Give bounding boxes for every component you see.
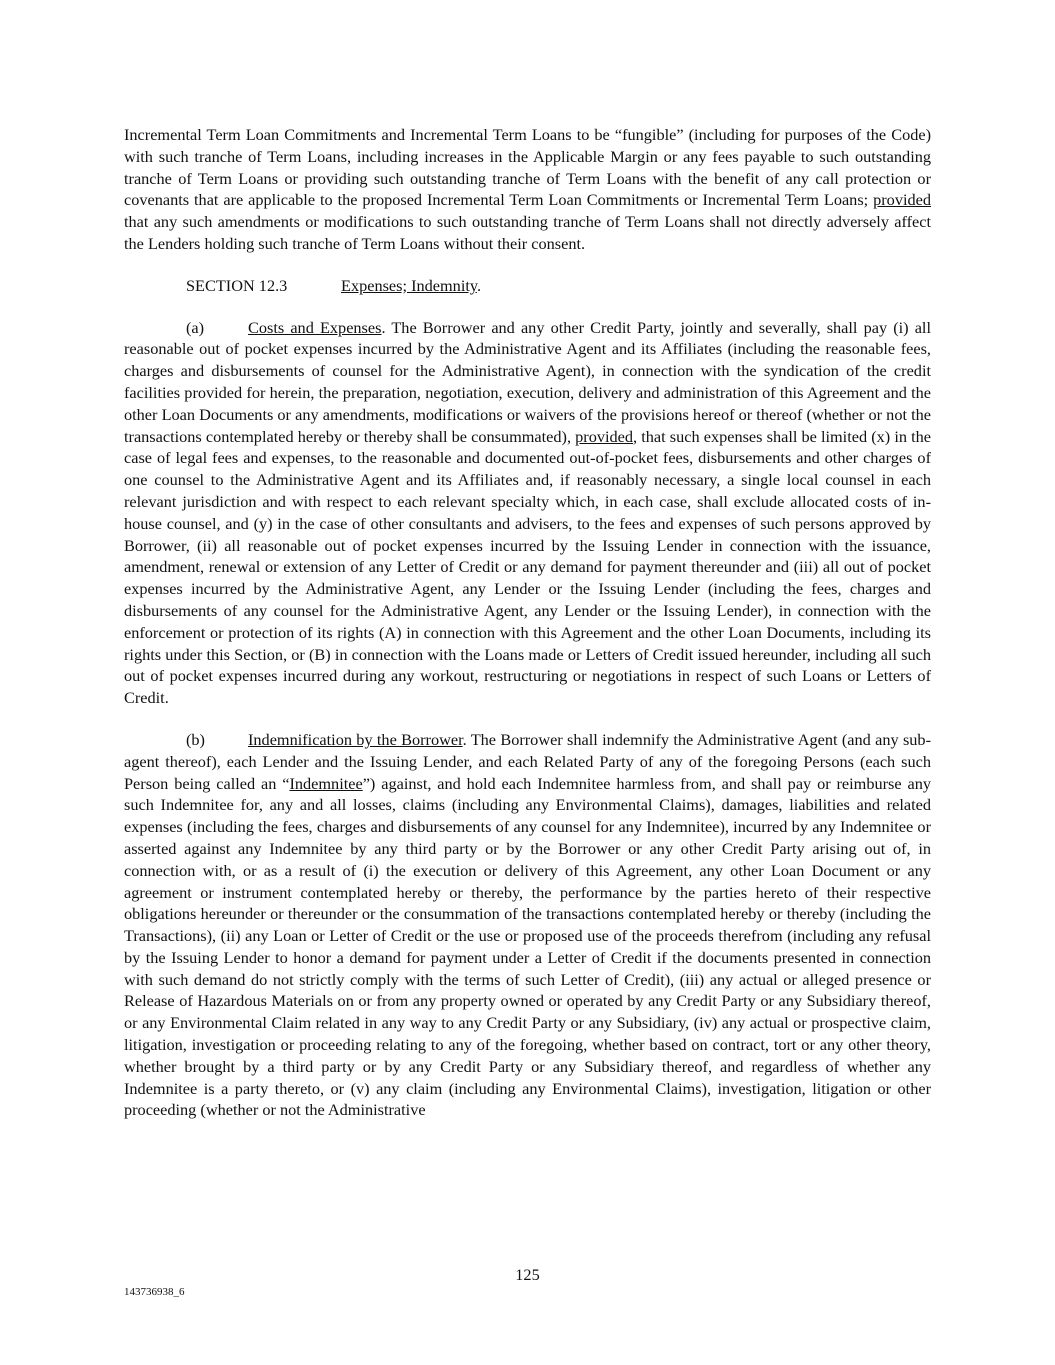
section-number: SECTION 12.3 xyxy=(186,275,288,295)
document-page xyxy=(124,124,931,1141)
paragraph-a-text2: , that such expenses shall be limited (x) in the case of legal fees and expenses, to the reasonable and documented out-of-pocket fees, disbursements and other charges of one counsel to the Administrative Agent and its Affiliates and, if reasonably necessary, a single local counsel in each relevant jurisdiction and with respect to each relevant specialty which, in each case, shall exclude allocated costs of in-house counsel, and (y) in the case of other consultants and advisers, to the fees and expenses of such persons approved by Borrower, (ii) all reasonable out of pocket expenses incurred by the Issuing Lender in connection with the issuance, amendment, renewal or extension of any Letter of Credit or any demand for payment thereunder and (iii) all out of pocket expenses incurred by the Administrative Agent, any Lender or the Issuing Lender (including the fees, charges and disbursements of any counsel for the Administrative Agent, any Lender or the Issuing Lender), in connection with the enforcement or protection of its rights (A) in connection with this Agreement and the other Loan Documents, including its rights under this Section, or (B) in connection with the Loans made or Letters of Credit issued hereunder, including all such out of pocket expenses incurred during any workout, restructuring or negotiations in respect of such Loans or Letters of Credit. xyxy=(124,426,931,708)
paragraph-a-text1: . The Borrower and any other Credit Party, jointly and severally, shall pay (i) all reasonable out of pocket expenses incurred by the Administrative Agent and its Affiliates (including the reasonable fees, charges and disbursements of counsel for the Administrative Agent), in connection with the syndication of the credit facilities provided for herein, the preparation, negotiation, execution, delivery and administration of this Agreement and the other Loan Documents or any amendments, modifications or waivers of the provisions hereof or thereof (whether or not the transactions contemplated hereby or thereby shall be consummated), xyxy=(124,317,931,446)
section-title-suffix: . xyxy=(476,275,482,295)
paragraph-a-provided: provided xyxy=(575,426,634,446)
indemnitee-term: Indemnitee xyxy=(289,773,363,793)
document-id: 143736938_6 xyxy=(124,1286,185,1298)
continuation-paragraph xyxy=(124,124,931,255)
paragraph-b-label: (b) xyxy=(186,729,205,749)
paragraph-a-label: (a) xyxy=(186,317,205,337)
paragraph-b xyxy=(124,729,931,1121)
paragraph-b-heading: Indemnification by the Borrower xyxy=(248,729,463,749)
section-title: Expenses; Indemnity xyxy=(341,275,477,295)
paragraph-a xyxy=(124,317,931,709)
provided-term: provided xyxy=(873,190,931,210)
section-heading xyxy=(124,275,931,297)
continuation-text: Incremental Term Loan Commitments and Incremental Term Loans to be “fungible” (including for purposes of the Code) with such tranche of Term Loans, including increases in the Applicable Margin or any fees payable to such outstanding tranche of Term Loans or providing such outstanding tranche of Term Loans with the benefit of any call protection or covenants that are applicable to the proposed Incremental Term Loan Commitments or Incremental Term Loans; xyxy=(124,125,931,210)
page-number: 125 xyxy=(515,1265,540,1284)
continuation-tail: that any such amendments or modifications to such outstanding tranche of Term Loans shall not directly adversely affect the Lenders holding such tranche of Term Loans without their consent. xyxy=(124,212,931,253)
paragraph-b-text1: . The Borrower shall indemnify the Administrative Agent (and any sub-agent thereof), each Lender and the Issuing Lender, and each Related Party of any of the foregoing Persons (each such Person being called an “ xyxy=(124,729,931,793)
paragraph-a-heading: Costs and Expenses xyxy=(248,317,382,337)
paragraph-b-text2: ”) against, and hold each Indemnitee harmless from, and shall pay or reimburse any such Indemnitee for, any and all losses, claims (including any Environmental Claims), damages, liabilities and related expenses (including the fees, charges and disbursements of any counsel for any Indemnitee), incurred by any Indemnitee or asserted against any Indemnitee by any third party or by the Borrower or any other Credit Party arising out of, in connection with, or as a result of (i) the execution or delivery of this Agreement, any other Loan Document or any agreement or instrument contemplated hereby or thereby, the performance by the parties hereto of their respective obligations hereunder or thereunder or the consummation of the transactions contemplated hereby or thereby (including the Transactions), (ii) any Loan or Letter of Credit or the use or proposed use of the proceeds therefrom (including any refusal by the Issuing Lender to honor a demand for payment under a Letter of Credit if the documents presented in connection with such demand do not strictly comply with the terms of such Letter of Credit), (iii) any actual or alleged presence or Release of Hazardous Materials on or from any property owned or operated by any Credit Party or any Subsidiary thereof, or any Environmental Claim related in any way to any Credit Party or any Subsidiary, (iv) any actual or prospective claim, litigation, investigation or proceeding relating to any of the foregoing, whether based on contract, tort or any other theory, whether brought by a third party or by any Credit Party or any Subsidiary thereof, and regardless of whether any Indemnitee is a party thereto, or (v) any claim (including any Environmental Claims), investigation, litigation or other proceeding (whether or not the Administrative xyxy=(124,773,931,1120)
